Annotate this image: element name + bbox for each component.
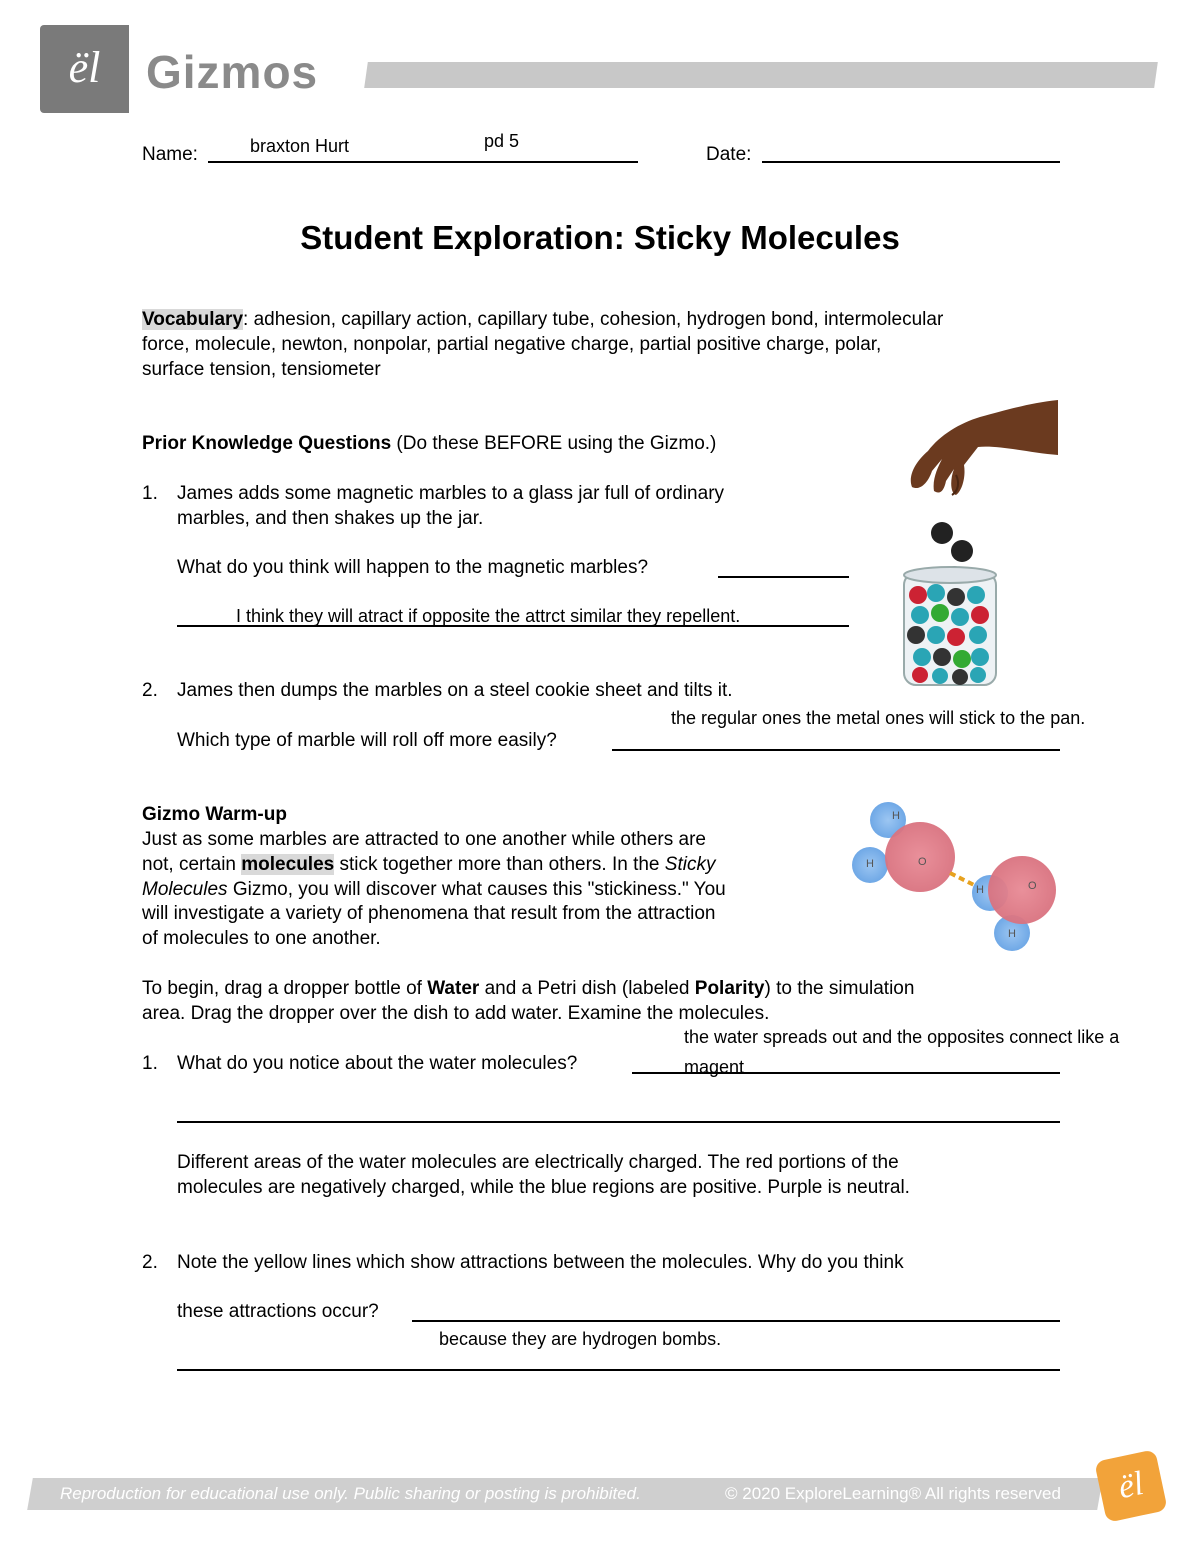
question-prompt: Which type of marble will roll off more easily? [177,730,557,751]
warmup-line: will investigate a variety of phenomena that result from the attraction [142,903,716,925]
answer-text[interactable]: I think they will atract if opposite the attrct similar they repellent. [236,606,741,626]
name-label: Name: [142,144,198,165]
o-label: O [918,856,927,868]
question-prompt: these attractions occur? [177,1301,379,1322]
question-number: 2. [142,1252,158,1273]
instructions-text: To begin, drag a dropper bottle of [142,978,428,999]
instructions-text: and a Petri dish (labeled [479,978,695,999]
explorelearning-footer-logo: ël [1094,1449,1168,1523]
header-bar [364,62,1158,88]
answer-text[interactable]: the regular ones the metal ones will stick to the pan. [671,708,1086,728]
info-paragraph [177,1151,1077,1201]
warmup-paragraph [142,828,822,952]
warmup-line: Just as some marbles are attracted to one another while others are [142,829,706,850]
prior-heading [142,432,716,457]
date-field[interactable] [762,161,1060,163]
marble-jar-illustration [880,395,1070,695]
warmup-text: not, certain [142,853,242,875]
polarity-bold: Polarity [694,978,765,999]
instructions-paragraph [142,977,1102,1027]
h-label: H [892,810,900,822]
date-label: Date: [706,144,752,165]
hand-icon [911,400,1058,495]
vocabulary-block [142,308,1102,382]
water-molecules-illustration [840,795,1070,955]
instructions-line: area. Drag the dropper over the dish to add water. Examine the molecules. [142,1002,770,1024]
question-text: James then dumps the marbles on a steel cookie sheet and tilts it. [177,680,733,701]
answer-line[interactable] [177,1369,1060,1371]
answer-line[interactable] [718,576,849,578]
info-line: molecules are negatively charged, while the blue regions are positive. Purple is neutral. [177,1176,910,1198]
footer-disclaimer: Reproduction for educational use only. Public sharing or posting is prohibited. [60,1484,641,1503]
warmup-heading: Gizmo Warm-up [142,804,287,825]
gizmo-name-italic: Molecules [142,878,228,900]
question-prompt: What do you notice about the water molecules? [177,1053,578,1074]
name-underline [208,161,638,163]
page-title: Student Exploration: Sticky Molecules [300,219,900,256]
brand-title: Gizmos [146,46,319,98]
question-number: 1. [142,1053,158,1074]
vocabulary-line: force, molecule, newton, nonpolar, partial negative charge, partial positive charge, polar, [142,333,882,355]
prior-heading-rest: (Do these BEFORE using the Gizmo.) [391,433,717,454]
o-label: O [1028,880,1037,892]
question-text: Note the yellow lines which show attractions between the molecules. Why do you think [177,1252,904,1273]
gizmo-name-italic: Sticky [664,853,716,875]
name-value[interactable]: braxton Hurt [250,136,350,156]
vocabulary-label: Vocabulary [142,309,244,330]
vocabulary-line: : adhesion, capillary action, capillary tube, cohesion, hydrogen bond, intermolecular [243,309,944,330]
explorelearning-logo: ël [68,43,101,92]
footer-copyright: © 2020 ExploreLearning® All rights reserved [725,1484,1061,1503]
warmup-text: stick together more than others. In the [334,853,665,875]
answer-text[interactable]: because they are hydrogen bombs. [439,1329,722,1349]
warmup-line: of molecules to one another. [142,928,381,950]
answer-line[interactable] [612,749,1060,751]
h-label: H [976,884,984,896]
answer-text[interactable]: magent [684,1057,745,1077]
h-label: H [866,858,874,870]
period-value[interactable]: pd 5 [484,131,520,151]
instructions-text: ) to the simulation [764,978,915,999]
h-label: H [1008,928,1016,940]
question-text [177,482,724,532]
answer-line[interactable] [412,1320,1060,1322]
question-number: 2. [142,680,158,701]
vocabulary-line: surface tension, tensiometer [142,358,381,380]
answer-text[interactable]: the water spreads out and the opposites connect like a [684,1027,1120,1047]
question-number: 1. [142,483,158,504]
warmup-text: Gizmo, you will discover what causes this "stickiness." You [227,878,726,900]
prior-heading-bold: Prior Knowledge Questions [142,433,392,454]
answer-line[interactable] [177,1121,1060,1123]
water-bold: Water [427,978,480,999]
molecules-highlight: molecules [241,853,335,875]
question-line: marbles, and then shakes up the jar. [177,507,484,529]
info-line: Different areas of the water molecules are electrically charged. The red portions of the [177,1152,899,1173]
question-prompt: What do you think will happen to the magnetic marbles? [177,557,649,578]
question-line: James adds some magnetic marbles to a glass jar full of ordinary [177,483,725,504]
